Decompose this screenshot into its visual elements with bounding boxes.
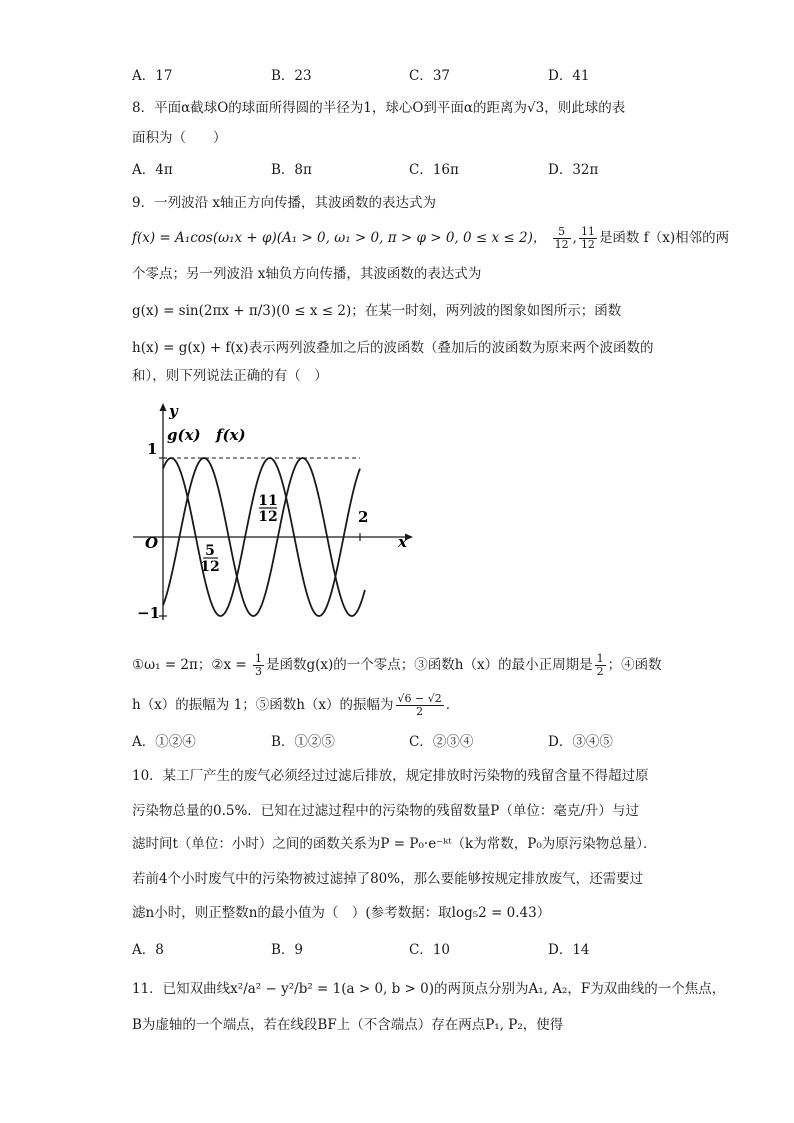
q10-text-line4: 若前4个小时废气中的污染物被过滤掉了80%，那么要能够按规定排放废气，还需要过 xyxy=(132,871,644,887)
q7-option-a[interactable]: A．17 xyxy=(132,68,173,84)
q7-option-b[interactable]: B．23 xyxy=(271,68,312,84)
q9-statement-part-c: ；④函数 xyxy=(607,657,662,673)
q9-text-line1: 9．一列波沿 x轴正方向传播，其波函数的表达式为 xyxy=(132,195,436,211)
q9-fraction-1-3: $\frac{1}{3}$ xyxy=(255,652,262,678)
wave-graph xyxy=(125,398,425,628)
q9-f-expression: f(x) = A₁cos(ω₁x + φ)(A₁ > 0, ω₁ > 0, π > φ > 0, 0 ≤ x ≤ 2)， xyxy=(132,230,547,246)
x-axis-label: x xyxy=(398,533,407,551)
q9-option-d[interactable]: D．③④⑤ xyxy=(548,734,613,750)
series-f-label: f(x) xyxy=(216,426,246,444)
q9-fraction-1-2: $\frac{1}{2}$ xyxy=(596,652,604,678)
q10-option-a[interactable]: A．8 xyxy=(132,942,164,958)
q11-text-line2: B为虚轴的一个端点，若在线段BF上（不含端点）存在两点P₁, P₂，使得 xyxy=(132,1017,564,1033)
q9-text-line6: 和），则下列说法正确的有（ ） xyxy=(132,368,328,384)
q9-statements-line2 xyxy=(132,693,459,718)
q10-option-c[interactable]: C．10 xyxy=(409,942,451,958)
y-axis-arrow xyxy=(160,403,167,411)
q9-text-line2: f(x) = A₁cos(ω₁x + φ)(A₁ > 0, ω₁ > 0, π > φ > 0, 0 ≤ x ≤ 2)， $\frac{5}{12}$ , $\frac{11}{12}$ 是函数 f（x)相邻的两 xyxy=(132,225,730,251)
q9-fraction-11-12: $\frac{11}{12}$ xyxy=(580,225,595,251)
q9-fraction-amplitude: $\frac{√6 - √2}{2}$ xyxy=(397,692,442,718)
q8-text-line1: 8．平面α截球O的球面所得圆的半径为1，球心O到平面α的距离为√3，则此球的表 xyxy=(132,100,626,116)
q8-option-a[interactable]: A．4π xyxy=(132,162,173,178)
q7-option-c[interactable]: C．37 xyxy=(409,68,451,84)
tick-label-5-12-num: 5 xyxy=(205,543,215,559)
q9-fraction-5-12: $\frac{5}{12}$ xyxy=(554,225,569,251)
q10-text-line5: 滤n小时，则正整数n的最小值为（ ）(参考数据：取log₅2 = 0.43） xyxy=(132,905,551,921)
q9-statement-part-a: ①ω₁ = 2π；②x = xyxy=(132,657,251,673)
tick-label-11-12-num: 11 xyxy=(258,493,278,509)
tick-label-11-12-den: 12 xyxy=(258,509,278,525)
origin-label: O xyxy=(145,534,159,552)
q10-text-line3: 滤时间t（单位：小时）之间的函数关系为P = P₀·e⁻ᵏᵗ（k为常数，P₀为原污染物总量）． xyxy=(132,836,657,852)
q9-text-line4: g(x) = sin(2πx + π/3)(0 ≤ x ≤ 2)；在某一时刻，两列波的图象如图所示；函数 xyxy=(132,303,622,319)
y-axis-label: y xyxy=(169,402,178,420)
tick-label-5-12-den: 12 xyxy=(200,559,220,575)
q9-statements-line1 xyxy=(132,653,662,678)
q9-option-a[interactable]: A．①②④ xyxy=(132,734,196,750)
q9-option-c[interactable]: C．②③④ xyxy=(409,734,474,750)
q8-option-c[interactable]: C．16π xyxy=(409,162,459,178)
q9-statement-part-b: 是函数g(x)的一个零点；③函数h（x）的最小正周期是 xyxy=(266,657,593,673)
q9-statement2-part-a: h（x）的振幅为 1；⑤函数h（x）的振幅为 xyxy=(132,697,394,713)
q8-text-line2: 面积为（ ） xyxy=(132,130,227,146)
q9-line2-tail: 是函数 f（x)相邻的两 xyxy=(598,230,730,246)
q10-text-line2: 污染物总量的0.5%．已知在过滤过程中的污染物的残留数量P（单位：毫克/升）与过 xyxy=(132,803,639,819)
q10-option-d[interactable]: D．14 xyxy=(548,942,590,958)
tick-label-y-neg1: −1 xyxy=(137,604,161,622)
q10-option-b[interactable]: B．9 xyxy=(271,942,304,958)
series-g-label: g(x) xyxy=(167,426,201,444)
q9-text-line3: 个零点；另一列波沿 x轴负方向传播，其波函数的表达式为 xyxy=(132,266,482,282)
tick-label-y1: 1 xyxy=(147,440,158,458)
q8-option-b[interactable]: B．8π xyxy=(271,162,312,178)
q9-statement2-part-b: ． xyxy=(445,697,460,713)
q10-text-line1: 10．某工厂产生的废气必须经过过滤后排放，规定排放时污染物的残留含量不得超过原 xyxy=(132,768,649,784)
q11-text-line1: 11．已知双曲线x²/a² − y²/b² = 1(a > 0, b > 0)的两顶点分别为A₁, A₂，F为双曲线的一个焦点， xyxy=(132,981,726,997)
q8-option-d[interactable]: D．32π xyxy=(548,162,599,178)
q7-option-d[interactable]: D．41 xyxy=(548,68,590,84)
q9-option-b[interactable]: B．①②⑤ xyxy=(271,734,335,750)
q9-text-line5: h(x) = g(x) + f(x)表示两列波叠加之后的波函数（叠加后的波函数为原来两个波函数的 xyxy=(132,340,654,356)
tick-label-x2: 2 xyxy=(358,508,369,526)
